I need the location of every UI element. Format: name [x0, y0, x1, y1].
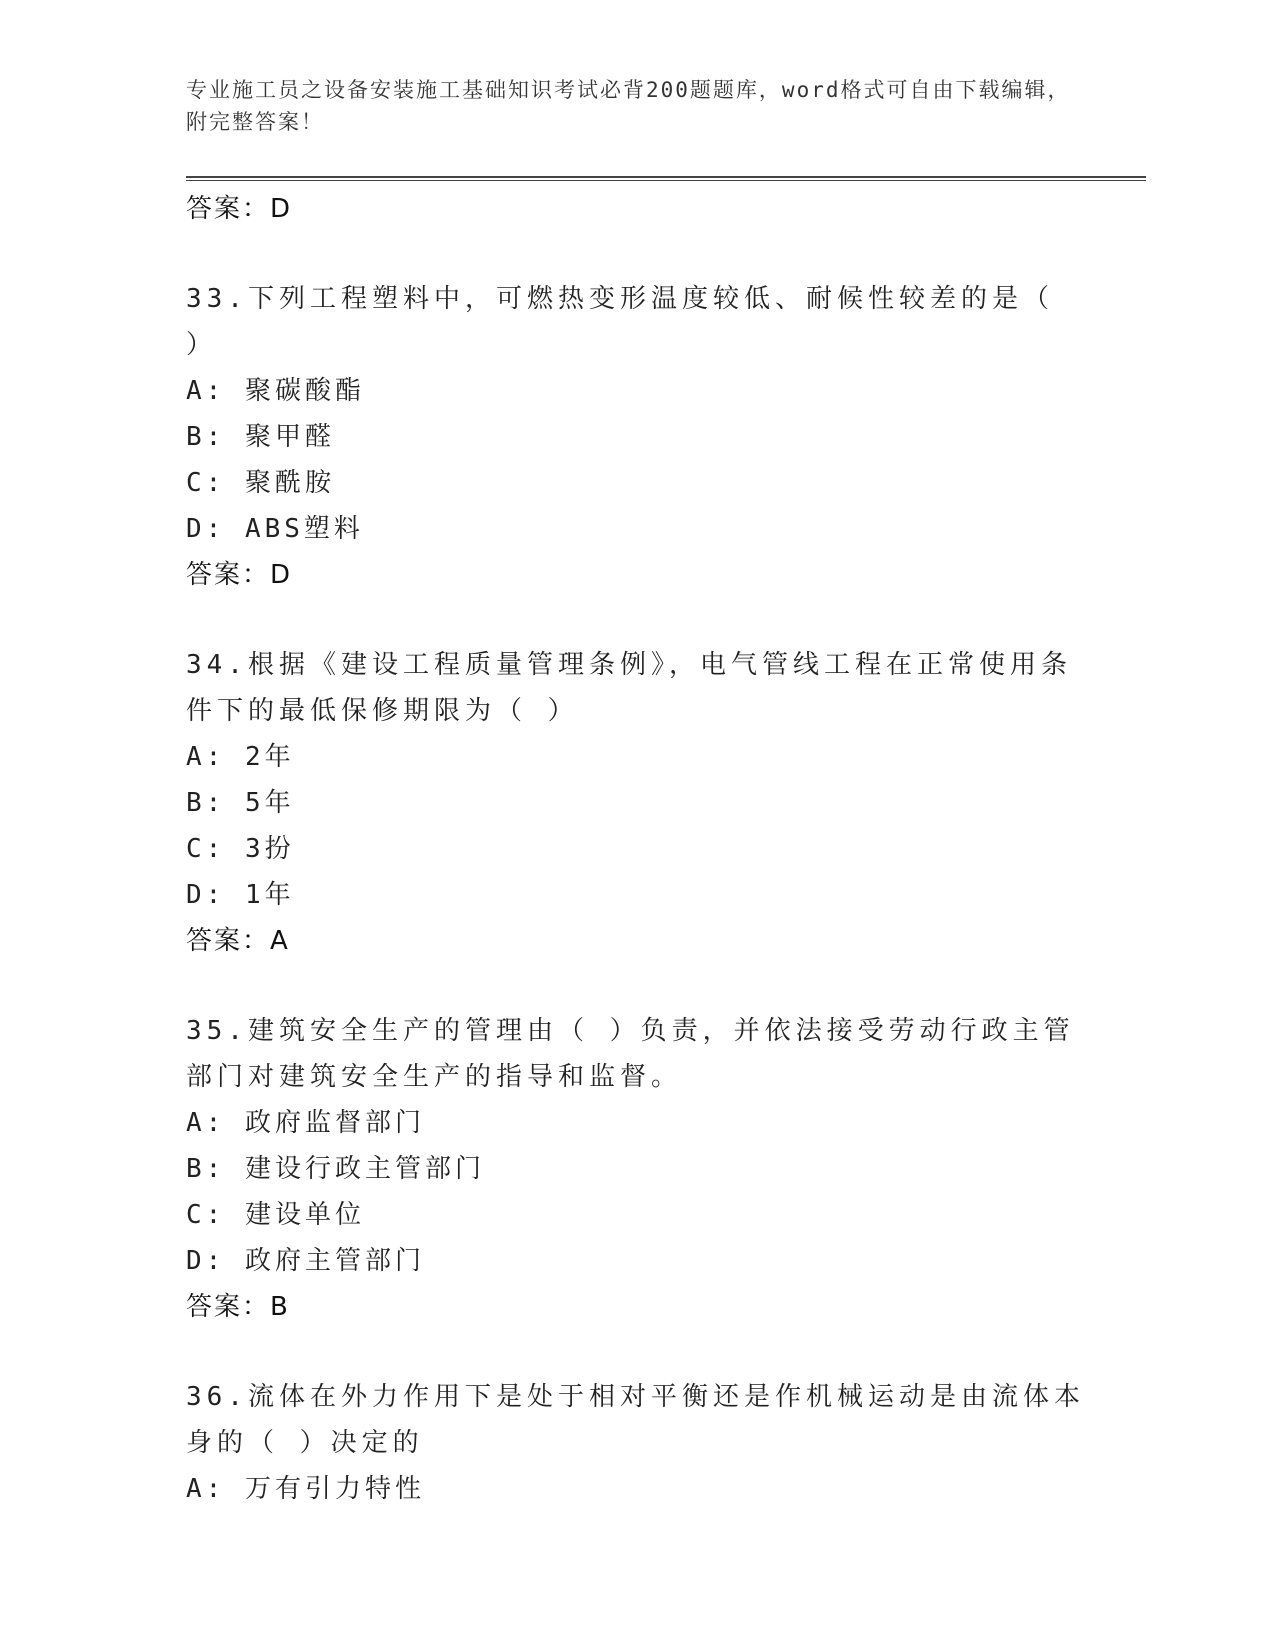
- answer-line: [186, 1284, 1086, 1330]
- question-33: [186, 276, 1086, 598]
- answer-label: 答案：: [186, 926, 271, 956]
- answer-label: 答案：: [186, 560, 271, 590]
- option-a: A: 万有引力特性: [186, 1474, 425, 1504]
- option-c: C: 聚酰胺: [186, 468, 335, 498]
- answer-line: [186, 552, 1086, 598]
- question-stem: 33.下列工程塑料中，可燃热变形温度较低、耐候性较差的是（ ）: [186, 284, 1054, 360]
- option-a: A: 聚碳酸酯: [186, 376, 365, 406]
- option-b: B: 聚甲醛: [186, 422, 335, 452]
- option-b: B: 建设行政主管部门: [186, 1154, 485, 1184]
- question-list: [186, 186, 1086, 1512]
- document-header: [186, 74, 1086, 138]
- answer-line: [186, 918, 1086, 964]
- option-a: A: 政府监督部门: [186, 1108, 425, 1138]
- answer-value: B: [270, 1292, 288, 1322]
- answer-value: D: [270, 560, 291, 590]
- option-d: D: 1年: [186, 880, 295, 910]
- question-stem: 35.建筑安全生产的管理由（ ）负责，并依法接受劳动行政主管部门对建筑安全生产的指导和监督。: [186, 1016, 1075, 1092]
- header-title: 专业施工员之设备安装施工基础知识考试必背200题题库，word格式可自由下载编辑，附完整答案！: [186, 78, 1071, 134]
- question-stem: 34.根据《建设工程质量管理条例》，电气管线工程在正常使用条件下的最低保修期限为（ ）: [186, 650, 1072, 726]
- option-a: A: 2年: [186, 742, 295, 772]
- answer-value: D: [270, 194, 291, 224]
- option-d: D: 政府主管部门: [186, 1246, 425, 1276]
- option-d: D: ABS塑料: [186, 514, 364, 544]
- question-34: [186, 642, 1086, 964]
- question-35: [186, 1008, 1086, 1330]
- answer-label: 答案：: [186, 194, 271, 224]
- answer-label: 答案：: [186, 1292, 271, 1322]
- option-b: B: 5年: [186, 788, 295, 818]
- question-36: [186, 1374, 1086, 1512]
- answer-value: A: [270, 926, 288, 956]
- answer-line: [186, 186, 1086, 232]
- question-stem: 36.流体在外力作用下是处于相对平衡还是作机械运动是由流体本身的（ ）决定的: [186, 1382, 1085, 1458]
- option-c: C: 3扮: [186, 834, 295, 864]
- header-divider: [186, 176, 1146, 181]
- option-c: C: 建设单位: [186, 1200, 365, 1230]
